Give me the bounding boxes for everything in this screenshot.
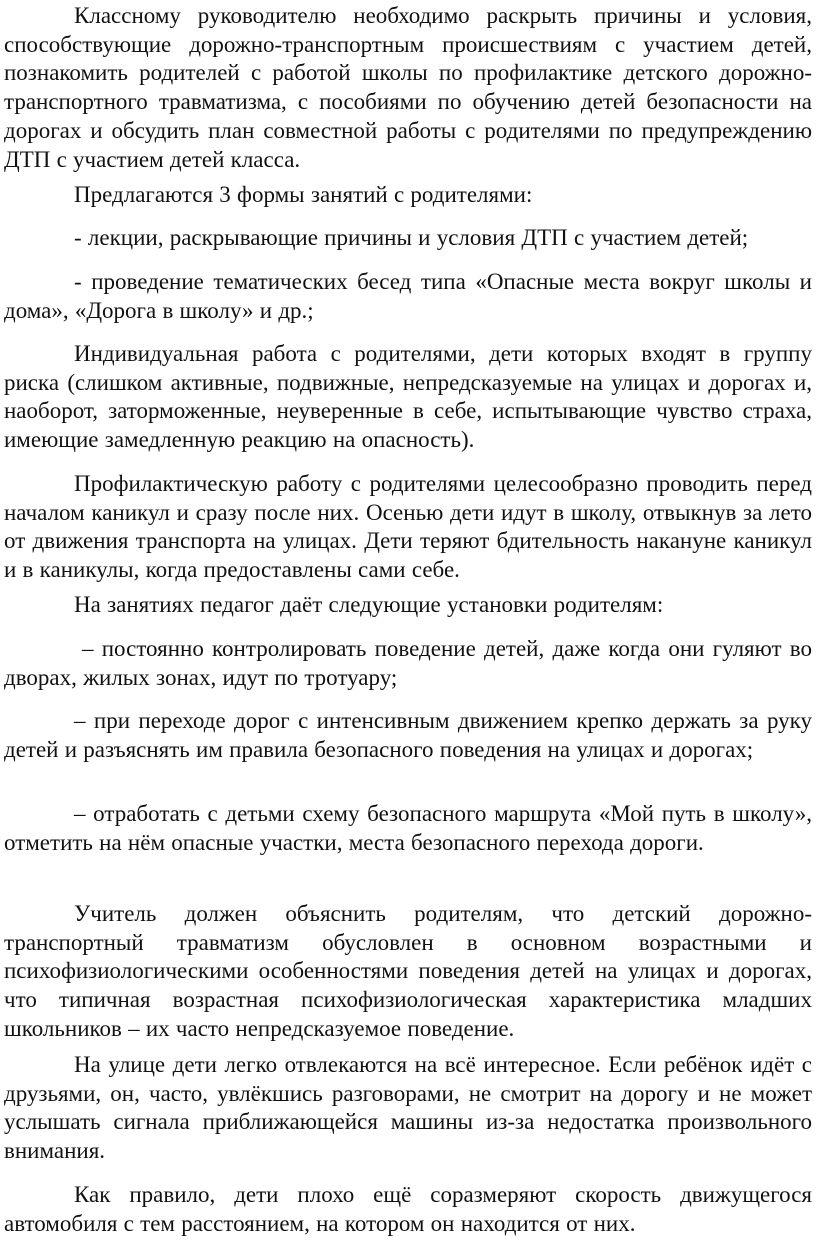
paragraph-speed-estimation: Как правило, дети плохо ещё соразмеряют скорость движущегося автомобиля с тем расстоянием, на котором он находится от них. (4, 1182, 812, 1236)
paragraph-distraction: На улице дети легко отвлекаются на всё интересное. Если ребёнок идёт с друзьями, он, часто, увлёкшись разговорами, не смотрит на дорогу и не может услышать сигнала приближающейся машины из-за недостатка произвольного внимания. (4, 1052, 812, 1164)
paragraph-forms-intro: Предлагаются 3 формы занятий с родителями: (74, 182, 533, 207)
list-item-safe-route: – отработать с детьми схему безопасного маршрута «Мой путь в школу», отметить на нём опасные участки, места безопасного перехода дороги. (4, 801, 812, 855)
paragraph-individual-work: Индивидуальная работа с родителями, дети которых входят в группу риска (слишком активные, подвижные, непредсказуемые на улицах и дорогах и, наоборот, заторможенные, неуверенные в себе, испытывающие чувство страха, имеющие замедленную реакцию на опасность). (4, 341, 812, 453)
paragraph-instructions-intro: На занятиях педагог даёт следующие установки родителям: (74, 592, 664, 617)
paragraph-teacher-role: Классному руководителю необходимо раскрыть причины и условия, способствующие дорожно-транспортным происшествиям с участием детей, познакомить родителей с работой школы по профилактике детского дорожно-транспортного травматизма, с пособиями по обучению детей безопасности на дорогах и обсудить план совместной работы с родителями по предупреждению ДТП с участием детей класса. (4, 3, 812, 172)
list-item-lectures: - лекции, раскрывающие причины и условия ДТП с участием детей; (74, 225, 749, 250)
paragraph-preventive-work: Профилактическую работу с родителями целесообразно проводить перед началом каникул и сразу после них. Осенью дети идут в школу, отвыкнув за лето от движения транспорта на улицах. Дети теряют бдительность накануне каникул и в каникулы, когда предоставлены сами себе. (4, 471, 812, 583)
paragraph-teacher-explains: Учитель должен объяснить родителям, что детский дорожно-транспортный травматизм обусловлен в основном возрастными и психофизиологическими особенностями поведения детей на улицах и дорогах, что типичная возрастная психофизиологическая характеристика младших школьников – их часто непредсказуемое поведение. (4, 901, 812, 1041)
list-item-control-behavior: – постоянно контролировать поведение детей, даже когда они гуляют во дворах, жилых зонах, идут по тротуару; (4, 636, 812, 690)
list-item-thematic-talks: - проведение тематических бесед типа «Опасные места вокруг школы и дома», «Дорога в школу» и др.; (4, 269, 812, 323)
list-item-crossing-roads: – при переходе дорог с интенсивным движением крепко держать за руку детей и разъяснять им правила безопасного поведения на улицах и дорогах; (4, 708, 812, 762)
